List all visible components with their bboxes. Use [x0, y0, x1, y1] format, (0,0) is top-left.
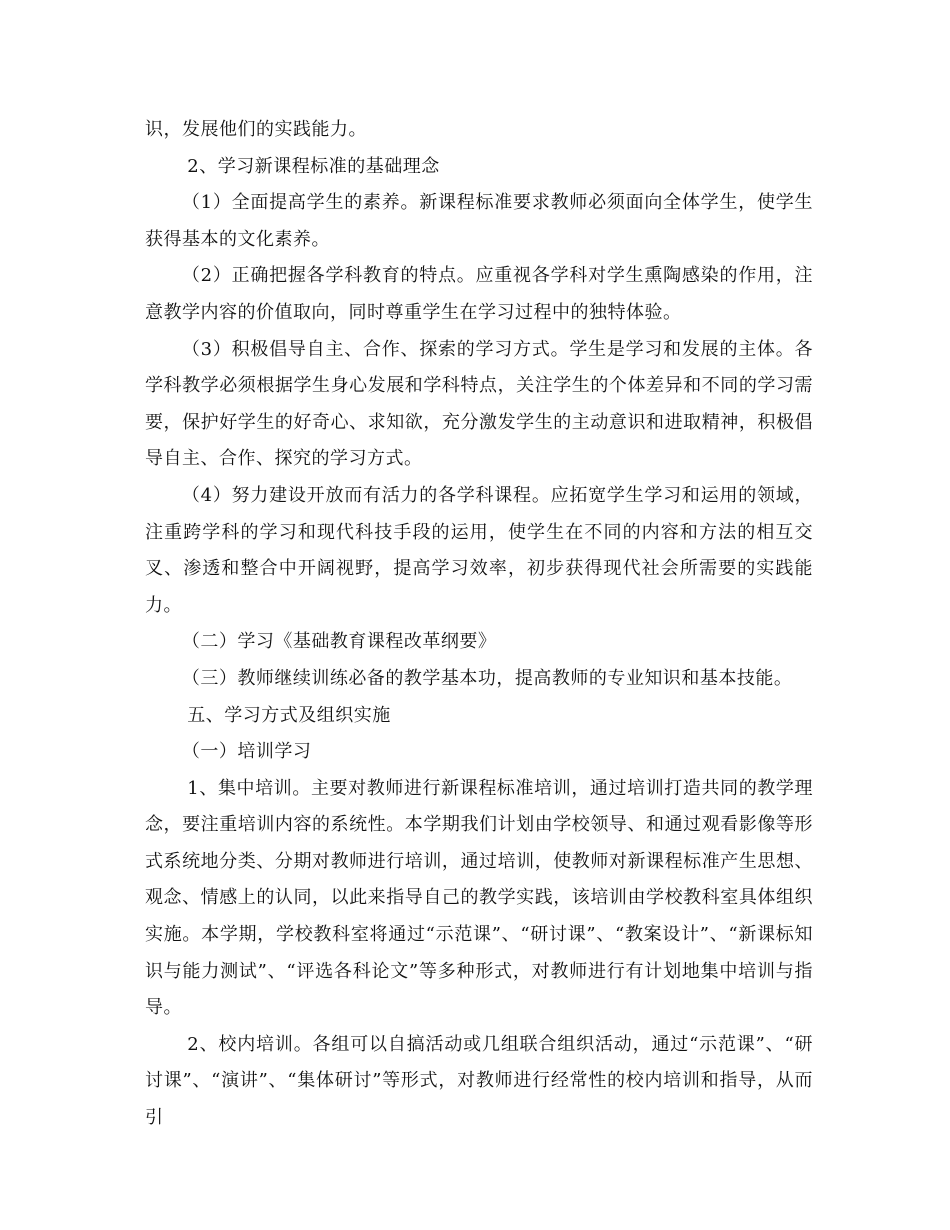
- heading-section-five: 五、学习方式及组织实施: [187, 704, 391, 726]
- heading-basic-concepts: 2、学习新课程标准的基础理念: [187, 155, 440, 177]
- paragraph-centralized-training: 1、集中培训。主要对教师进行新课程标准培训，通过培训打造共同的教学理念，要注重培训内容的系统性。本学期我们计划由学校领导、和通过观看影像等形式系统地分类、分期对教师进行培训，通过培训，使教师对新课程标准产生思想、观念、情感上的认同，以此来指导自己的教学实践，该培训由学校教科室具体组织实施。本学期，学校教科室将通过“示范课”、“研讨课”、“教案设计”、“新课标知识与能力测试”、“评选各科论文”等多种形式，对教师进行有计划地集中培训与指导。: [145, 777, 813, 1019]
- heading-basic-skills: （三）教师继续训练必备的教学基本功，提高教师的专业知识和基本技能。: [181, 667, 793, 689]
- heading-training: （一）培训学习: [181, 741, 312, 763]
- paragraph-concept-1: （1）全面提高学生的素养。新课程标准要求教师必须面向全体学生，使学生获得基本的文化素养。: [145, 192, 813, 250]
- paragraph-concept-4: （4）努力建设开放而有活力的各学科课程。应拓宽学生学习和运用的领域，注重跨学科的学习和现代科技手段的运用，使学生在不同的内容和方法的相互交叉、渗透和整合中开阔视野，提高学习效率，初步获得现代社会所需要的实践能力。: [145, 484, 813, 616]
- paragraph-concept-2: （2）正确把握各学科教育的特点。应重视各学科对学生熏陶感染的作用，注意教学内容的价值取向，同时尊重学生在学习过程中的独特体验。: [145, 265, 813, 323]
- paragraph-school-training: 2、校内培训。各组可以自搞活动或几组联合组织活动，通过“示范课”、“研讨课”、“演讲”、“集体研讨”等形式，对教师进行经常性的校内培训和指导，从而引: [145, 1033, 813, 1129]
- paragraph-continuation: 识，发展他们的实践能力。: [145, 119, 367, 140]
- heading-reform-outline: （二）学习《基础教育课程改革纲要》: [181, 631, 497, 653]
- document-body: [145, 112, 813, 1137]
- paragraph-concept-3: （3）积极倡导自主、合作、探索的学习方式。学生是学习和发展的主体。各学科教学必须根据学生身心发展和学科特点，关注学生的个体差异和不同的学习需要，保护好学生的好奇心、求知欲，充分激发学生的主动意识和进取精神，积极倡导自主、合作、探究的学习方式。: [145, 338, 813, 470]
